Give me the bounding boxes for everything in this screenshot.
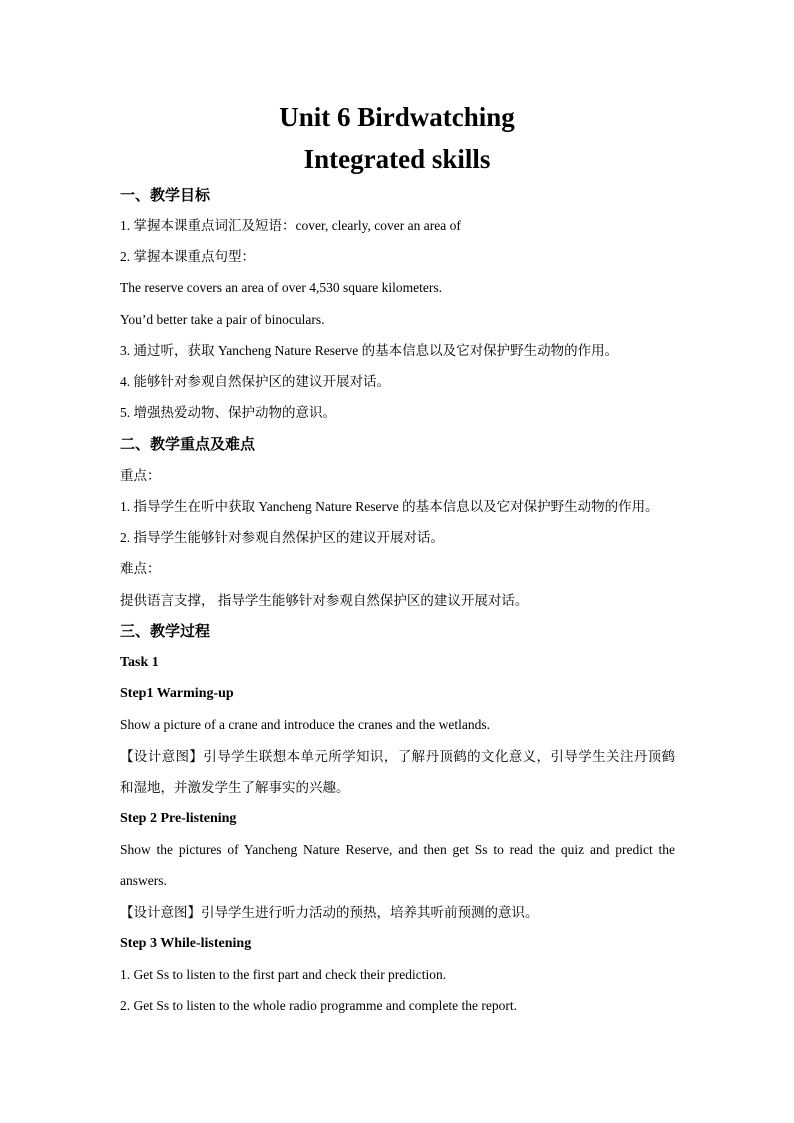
- step-3-item-1: 1. Get Ss to listen to the first part and check their prediction.: [120, 967, 447, 982]
- step-1-title: Step1 Warming-up: [120, 686, 234, 701]
- key-sentence-2: You’d better take a pair of binoculars.: [120, 312, 325, 327]
- objective-5: 5. 增强热爱动物、保护动物的意识。: [120, 405, 336, 420]
- section-3-heading: 三、教学过程: [120, 622, 211, 640]
- step-3-title: Step 3 While-listening: [120, 936, 252, 951]
- key-point-2: 2. 指导学生能够针对参观自然保护区的建议开展对话。: [120, 530, 444, 545]
- objective-4: 4. 能够针对参观自然保护区的建议开展对话。: [120, 374, 390, 389]
- step-1-intent-line-2: 和湿地，并激发学生了解事实的兴趣。: [120, 780, 350, 795]
- step-1-intent-line-1: 【设计意图】引导学生联想本单元所学知识，了解丹顶鹤的文化意义，引导学生关注丹顶鹤: [120, 749, 675, 764]
- objective-3: 3. 通过听，获取 Yancheng Nature Reserve 的基本信息以及它对保护野生动物的作用。: [120, 343, 619, 358]
- step-2-text-line-2: answers.: [120, 873, 167, 888]
- objective-1: 1. 掌握本课重点词汇及短语：cover, clearly, cover an area of: [120, 218, 461, 233]
- difficulty-text: 提供语言支撑， 指导学生能够针对参观自然保护区的建议开展对话。: [120, 593, 529, 608]
- title-line-1: Unit 6 Birdwatching: [279, 102, 515, 132]
- section-1-heading: 一、教学目标: [120, 186, 211, 204]
- key-point-1: 1. 指导学生在听中获取 Yancheng Nature Reserve 的基本信息以及它对保护野生动物的作用。: [120, 499, 659, 514]
- key-points-label: 重点：: [120, 468, 161, 483]
- step-2-title: Step 2 Pre-listening: [120, 811, 237, 826]
- step-3-item-2: 2. Get Ss to listen to the whole radio programme and complete the report.: [120, 998, 518, 1013]
- step-2-text-line-1: Show the pictures of Yancheng Nature Reserve, and then get Ss to read the quiz and predict the: [120, 842, 675, 857]
- section-2-heading: 二、教学重点及难点: [120, 435, 256, 453]
- difficulty-label: 难点：: [120, 561, 161, 576]
- task-1-title: Task 1: [120, 655, 159, 670]
- key-sentence-1: The reserve covers an area of over 4,530 square kilometers.: [120, 280, 442, 295]
- objective-2: 2. 掌握本课重点句型：: [120, 249, 255, 264]
- step-1-text: Show a picture of a crane and introduce the cranes and the wetlands.: [120, 717, 490, 732]
- title-line-2: Integrated skills: [303, 144, 491, 174]
- step-2-intent: 【设计意图】引导学生进行听力活动的预热，培养其听前预测的意识。: [120, 905, 539, 920]
